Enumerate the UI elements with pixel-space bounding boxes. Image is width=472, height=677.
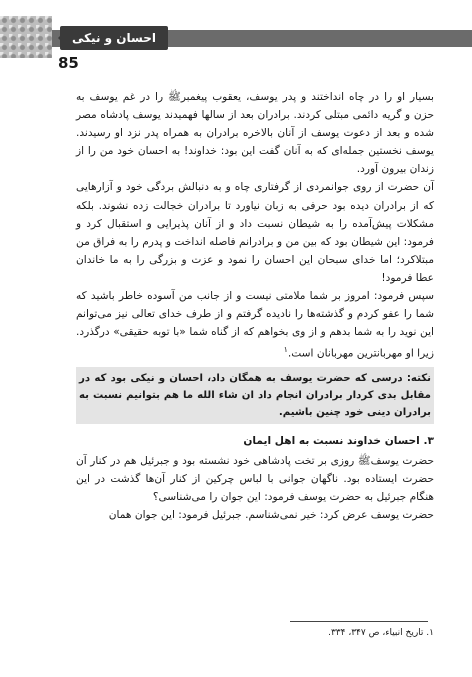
page-header <box>0 0 472 58</box>
page-body <box>76 88 434 524</box>
decorative-pattern <box>0 16 52 58</box>
paragraph-text: سپس فرمود: امروز بر شما ملامتی نیست و از جانب من آسوده خاطر باشید که شما را عفو کردم و گذشته‌ها را نادیده گرفتم و از طرف خدای تعالی نیز می‌توانم این نوید را به شما بدهم و از وی بخواهم که از گناه شما «با توبه حقیقی» درگذرد. زیرا او مهربانترین مهربانان است. <box>76 290 434 360</box>
paragraph <box>76 287 434 363</box>
chapter-title: احسان و نیکی <box>71 31 156 45</box>
paragraph: بسیار او را در چاه انداختند و پدر یوسف، یعقوب پیغمبرﷺ را در غم یوسف به حزن و گریه دائمی مبتلی کردند. برادران بعد از سالها فهمیدند یوسف پادشاه مصر شده و بعد از دعوت یوسف از آنان بالاخره برادران به همراه پدر نزد او رسیدند. یوسف نخستین جمله‌ای که به آنان گفت این بود: خداوند! به احسان خود من را از زندان بیرون آورد. <box>76 91 434 176</box>
paragraph: آن حضرت از روی جوانمردی از گرفتاری چاه و به دنبالش بردگی خود و آزارهایی که از برادران دیده بود حرفی به زبان نیاورد تا برادران خجالت زده نشوند. بلکه مشکلات پیش‌آمده را به شیطان نسبت داد و از آنان پذیرایی و استقبال کرد و فرمود: این شیطان بود که بین من و برادرانم فاصله انداخت و پدرم را به فراق من مبتلاکرد؛ اما خدای سبحان این احسان را نمود و عزت و بزرگی را به ما خاندان عطا فرمود! <box>76 181 434 284</box>
footnote: ۱. تاریخ انبیاء، ص ۳۴۷، ۳۳۴. <box>328 628 434 638</box>
page-number: 85 <box>58 54 79 72</box>
section-heading: ۳. احسان خداوند نسبت به اهل ایمان <box>243 434 434 447</box>
paragraph: حضرت یوسفﷺ روزی بر تخت پادشاهی خود نشسته بود و جبرئیل هم در کنار آن حضرت ایستاده بود. ناگهان جوانی با لباس چرکین از کنار آن‌ها گذشت در این هنگام جبرئیل به حضرت یوسف فرمود: این جوان را می‌شناسی؟ <box>76 455 434 504</box>
footnote-divider <box>290 621 428 622</box>
chapter-title-tab <box>60 26 168 50</box>
paragraph: حضرت یوسف عرض کرد: خیر نمی‌شناسم. جبرئیل فرمود: این جوان همان <box>108 509 434 522</box>
note-box: نکته: درسی که حضرت یوسف به همگان داد، احسان و نیکی بود که در مقابل بدی کردار برادران انجام داد ان شاء الله ما هم بتوانیم نسبت به برادران دینی خود چنین باشیم. <box>76 367 434 424</box>
footnote-marker: ۱ <box>283 345 288 355</box>
